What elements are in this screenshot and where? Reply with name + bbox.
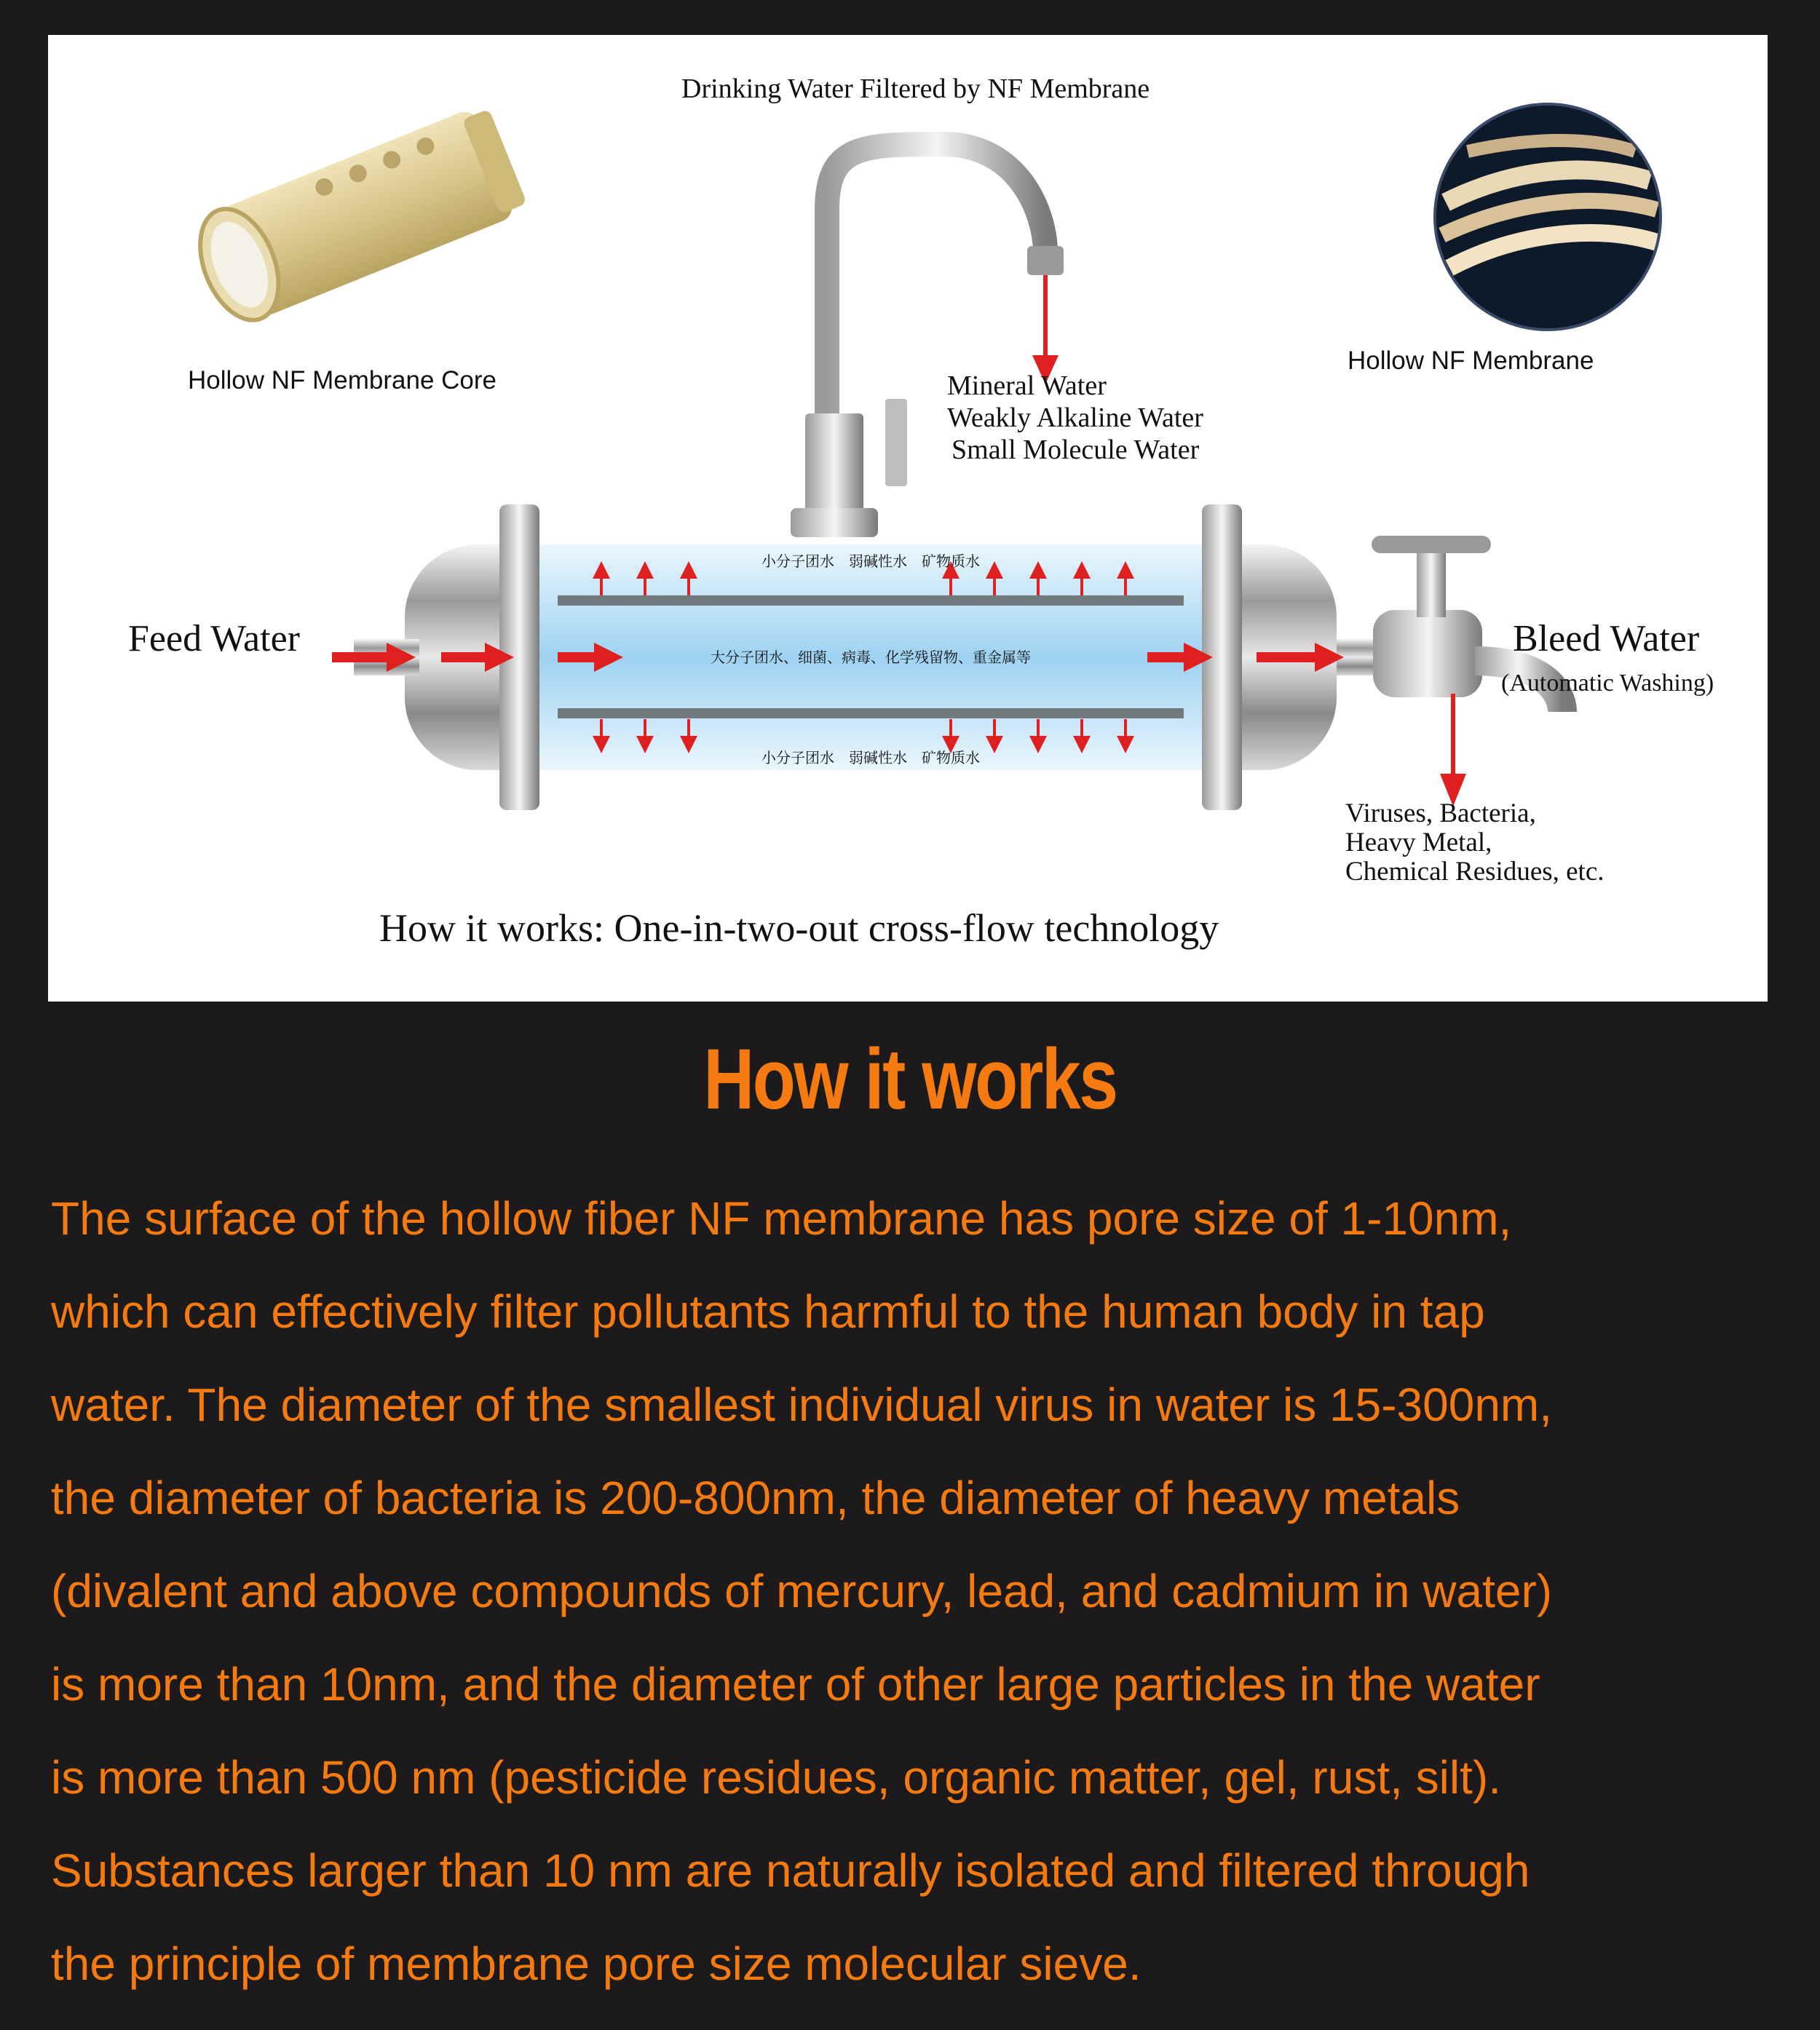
paragraph-line: (divalent and above compounds of mercury, lead, and cadmium in water) <box>51 1565 1553 1617</box>
paragraph-line: the principle of membrane pore size molecular sieve. <box>51 1938 1142 1990</box>
paragraph-line: which can effectively filter pollutants harmful to the human body in tap <box>51 1285 1485 1338</box>
reject-line: Heavy Metal, <box>1345 828 1492 857</box>
top-caption: Drinking Water Filtered by NF Membrane <box>681 74 1150 104</box>
paragraph-line: The surface of the hollow fiber NF membrane has pore size of 1-10nm, <box>51 1192 1512 1245</box>
inner-bottom-label: 小分子团水 弱碱性水 矿物质水 <box>761 749 980 766</box>
bottom-caption: How it works: One-in-two-out cross-flow technology <box>379 906 1219 950</box>
reject-line: Chemical Residues, etc. <box>1345 857 1605 887</box>
core-label: Hollow NF Membrane Core <box>188 366 497 394</box>
permeate-line: Mineral Water <box>947 370 1107 401</box>
description-paragraph <box>51 1172 1798 2010</box>
reject-labels <box>1345 799 1605 887</box>
paragraph-line: is more than 10nm, and the diameter of other large particles in the water <box>51 1658 1540 1710</box>
diagram-panel <box>48 35 1768 1002</box>
permeate-line: Small Molecule Water <box>951 435 1200 465</box>
membrane-label: Hollow NF Membrane <box>1348 346 1594 375</box>
reject-line: Viruses, Bacteria, <box>1345 798 1536 828</box>
permeate-line: Weakly Alkaline Water <box>947 403 1203 433</box>
paragraph-line: water. The diameter of the smallest individual virus in water is 15-300nm, <box>51 1379 1552 1431</box>
inner-top-label: 小分子团水 弱碱性水 矿物质水 <box>761 552 980 570</box>
bleed-water-sublabel: (Automatic Washing) <box>1501 670 1714 697</box>
paragraph-line: the diameter of bacteria is 200-800nm, the diameter of heavy metals <box>51 1472 1460 1524</box>
paragraph-line: Substances larger than 10 nm are naturally isolated and filtered through <box>51 1844 1530 1897</box>
hollow-fiber-image <box>1435 104 1661 330</box>
permeate-labels <box>947 370 1203 466</box>
faucet-image <box>791 144 1064 537</box>
paragraph-line: is more than 500 nm (pesticide residues, organic matter, gel, rust, silt). <box>51 1751 1501 1804</box>
inner-mid-label: 大分子团水、细菌、病毒、化学残留物、重金属等 <box>711 649 1031 666</box>
bleed-water-label: Bleed Water <box>1513 618 1700 659</box>
section-headline: How it works <box>703 1031 1117 1127</box>
membrane-core-image <box>185 102 529 331</box>
feed-water-label: Feed Water <box>128 618 300 659</box>
